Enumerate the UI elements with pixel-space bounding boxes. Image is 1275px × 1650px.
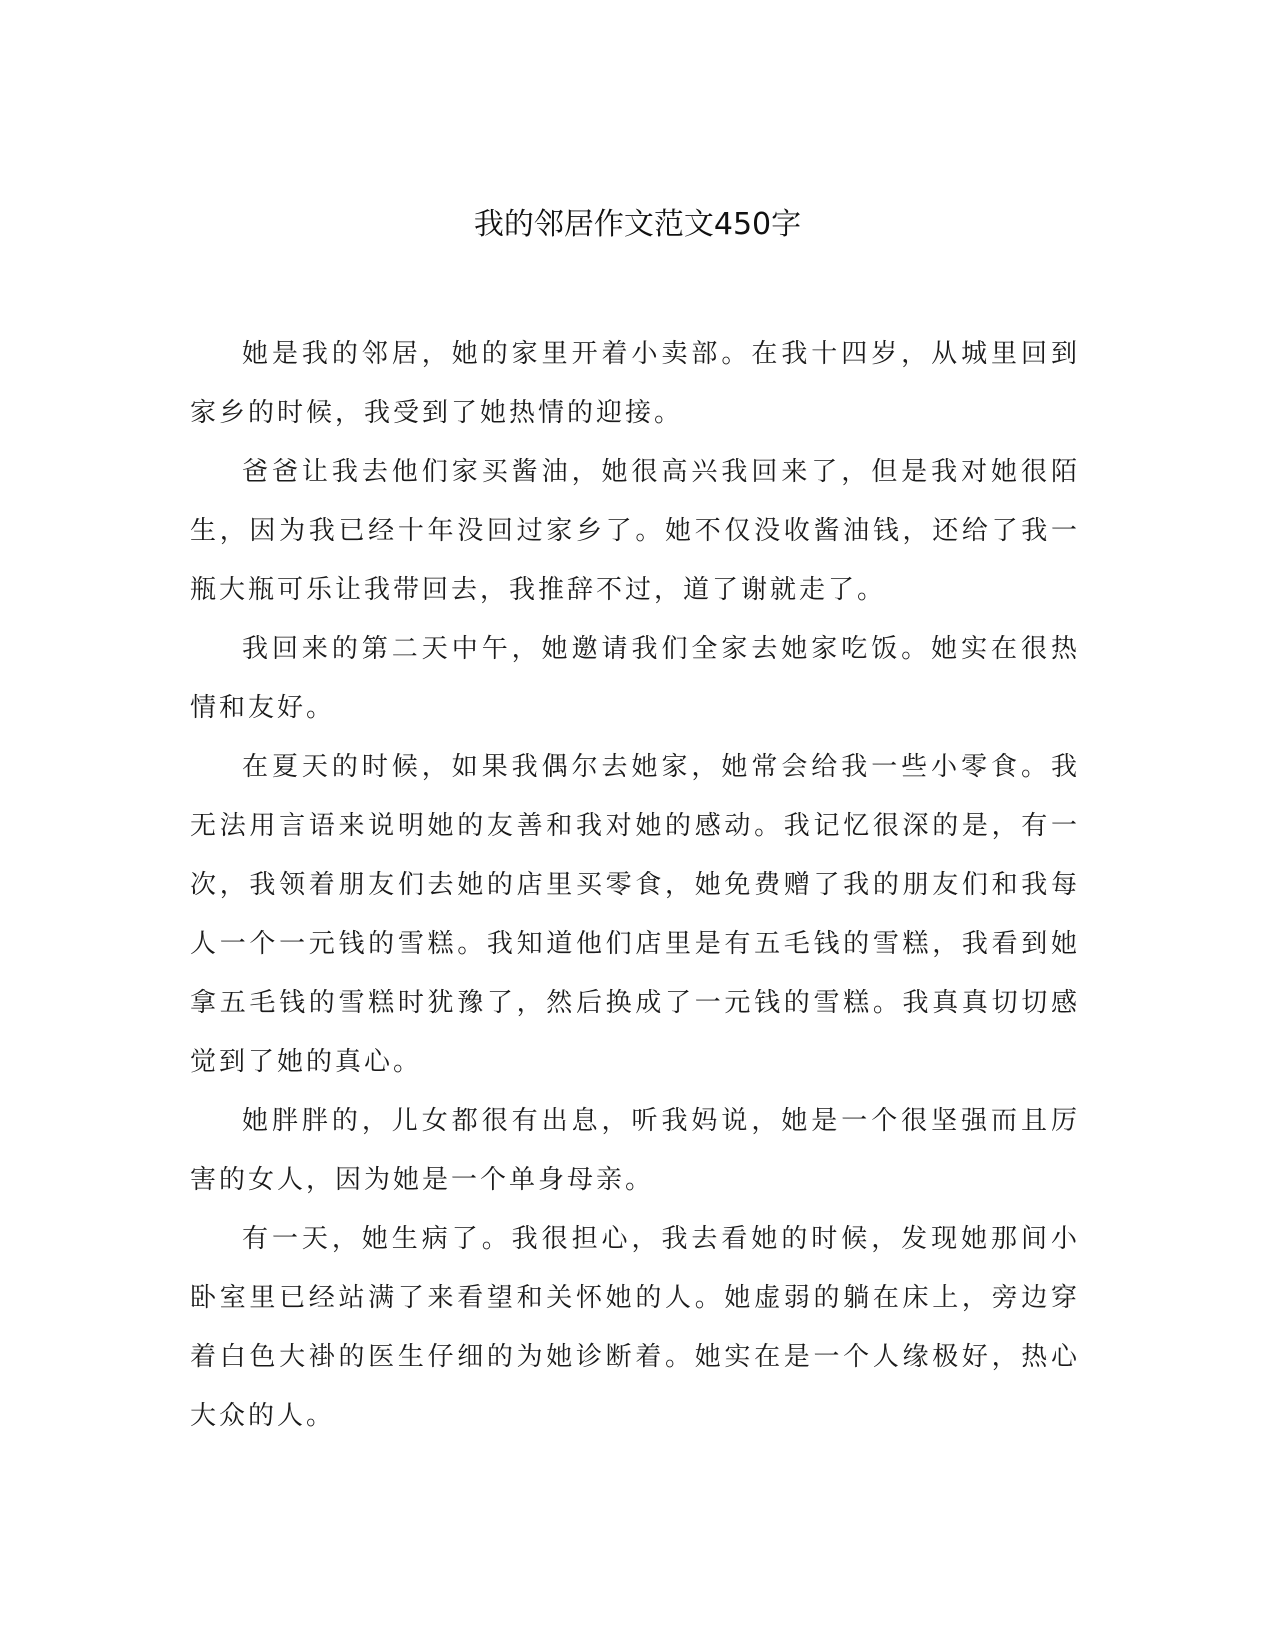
paragraph: 爸爸让我去他们家买酱油，她很高兴我回来了，但是我对她很陌生，因为我已经十年没回过家乡了。她不仅没收酱油钱，还给了我一瓶大瓶可乐让我带回去，我推辞不过，道了谢就走了。 [190,457,1080,605]
paragraph: 我回来的第二天中午，她邀请我们全家去她家吃饭。她实在很热情和友好。 [190,634,1080,723]
paragraph: 在夏天的时候，如果我偶尔去她家，她常会给我一些小零食。我无法用言语来说明她的友善和我对她的感动。我记忆很深的是，有一次，我领着朋友们去她的店里买零食，她免费赠了我的朋友们和我每人一个一元钱的雪糕。我知道他们店里是有五毛钱的雪糕，我看到她拿五毛钱的雪糕时犹豫了，然后换成了一元钱的雪糕。我真真切切感觉到了她的真心。 [190,752,1080,1077]
paragraph: 她胖胖的，儿女都很有出息，听我妈说，她是一个很坚强而且厉害的女人，因为她是一个单身母亲。 [190,1106,1080,1195]
document-body [190,325,1080,1446]
paragraph: 有一天，她生病了。我很担心，我去看她的时候，发现她那间小卧室里已经站满了来看望和关怀她的人。她虚弱的躺在床上，旁边穿着白色大褂的医生仔细的为她诊断着。她实在是一个人缘极好，热心大众的人。 [190,1224,1080,1431]
paragraph: 她是我的邻居，她的家里开着小卖部。在我十四岁，从城里回到家乡的时候，我受到了她热情的迎接。 [190,339,1080,428]
document-title: 我的邻居作文范文450字 [473,207,802,242]
